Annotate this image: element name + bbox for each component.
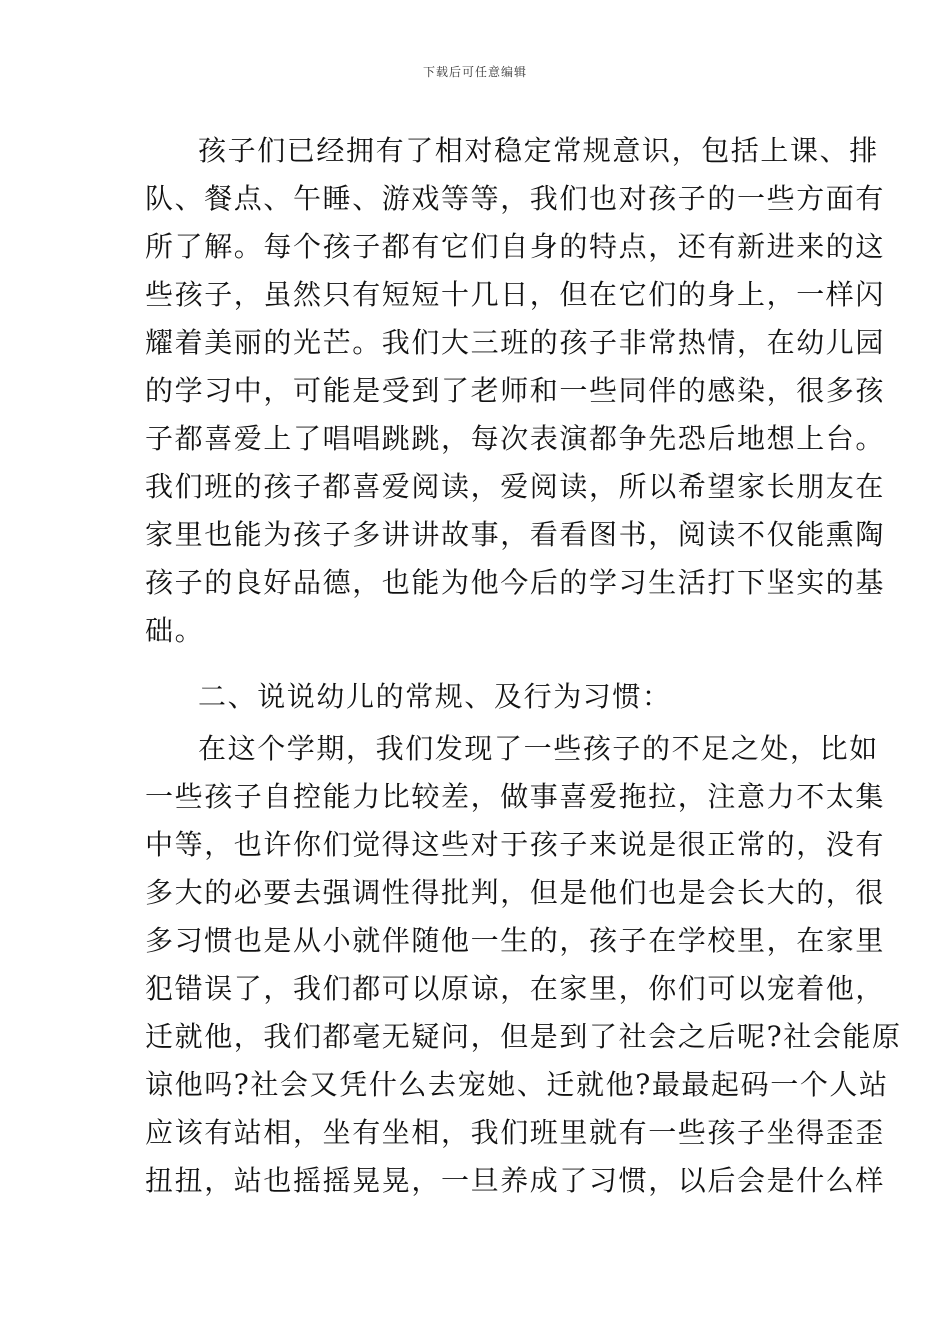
paragraph-line: 我们班的孩子都喜爱阅读，爱阅读，所以希望家长朋友在 bbox=[145, 470, 886, 503]
paragraph-line: 家里也能为孩子多讲讲故事，看看图书，阅读不仅能熏陶 bbox=[145, 518, 886, 551]
paragraph-line: 础。 bbox=[145, 614, 205, 647]
paragraph-line: 耀着美丽的光芒。我们大三班的孩子非常热情，在幼儿园 bbox=[145, 326, 886, 359]
page-header: 下载后可任意编辑 bbox=[422, 65, 527, 79]
paragraph-line: 在这个学期，我们发现了一些孩子的不足之处，比如 bbox=[198, 732, 879, 765]
paragraph-line: 谅他吗?社会又凭什么去宠她、迁就他?最最起码一个人站 bbox=[145, 1068, 889, 1101]
paragraph-line: 孩子们已经拥有了相对稳定常规意识，包括上课、排 bbox=[198, 134, 879, 167]
section-heading: 二、说说幼儿的常规、及行为习惯： bbox=[198, 680, 672, 713]
paragraph-line: 犯错误了，我们都可以原谅，在家里，你们可以宠着他， bbox=[145, 972, 886, 1005]
paragraph-line: 多大的必要去强调性得批判，但是他们也是会长大的，很 bbox=[145, 876, 886, 909]
paragraph-line: 孩子的良好品德，也能为他今后的学习生活打下坚实的基 bbox=[145, 566, 886, 599]
paragraph-line: 些孩子，虽然只有短短十几日，但在它们的身上，一样闪 bbox=[145, 278, 886, 311]
paragraph-line: 多习惯也是从小就伴随他一生的，孩子在学校里，在家里 bbox=[145, 924, 886, 957]
paragraph-line: 迁就他，我们都毫无疑问，但是到了社会之后呢?社会能原 bbox=[145, 1020, 902, 1053]
paragraph-line: 应该有站相，坐有坐相，我们班里就有一些孩子坐得歪歪 bbox=[145, 1116, 886, 1149]
paragraph-line: 的学习中，可能是受到了老师和一些同伴的感染，很多孩 bbox=[145, 374, 886, 407]
paragraph-line: 子都喜爱上了唱唱跳跳，每次表演都争先恐后地想上台。 bbox=[145, 422, 886, 455]
paragraph-line: 所了解。每个孩子都有它们自身的特点，还有新进来的这 bbox=[145, 230, 886, 263]
paragraph-line: 一些孩子自控能力比较差，做事喜爱拖拉，注意力不太集 bbox=[145, 780, 886, 813]
paragraph-line: 队、餐点、午睡、游戏等等，我们也对孩子的一些方面有 bbox=[145, 182, 886, 215]
paragraph-line: 中等，也许你们觉得这些对于孩子来说是很正常的，没有 bbox=[145, 828, 886, 861]
paragraph-line: 扭扭，站也摇摇晃晃，一旦养成了习惯，以后会是什么样 bbox=[145, 1164, 886, 1197]
